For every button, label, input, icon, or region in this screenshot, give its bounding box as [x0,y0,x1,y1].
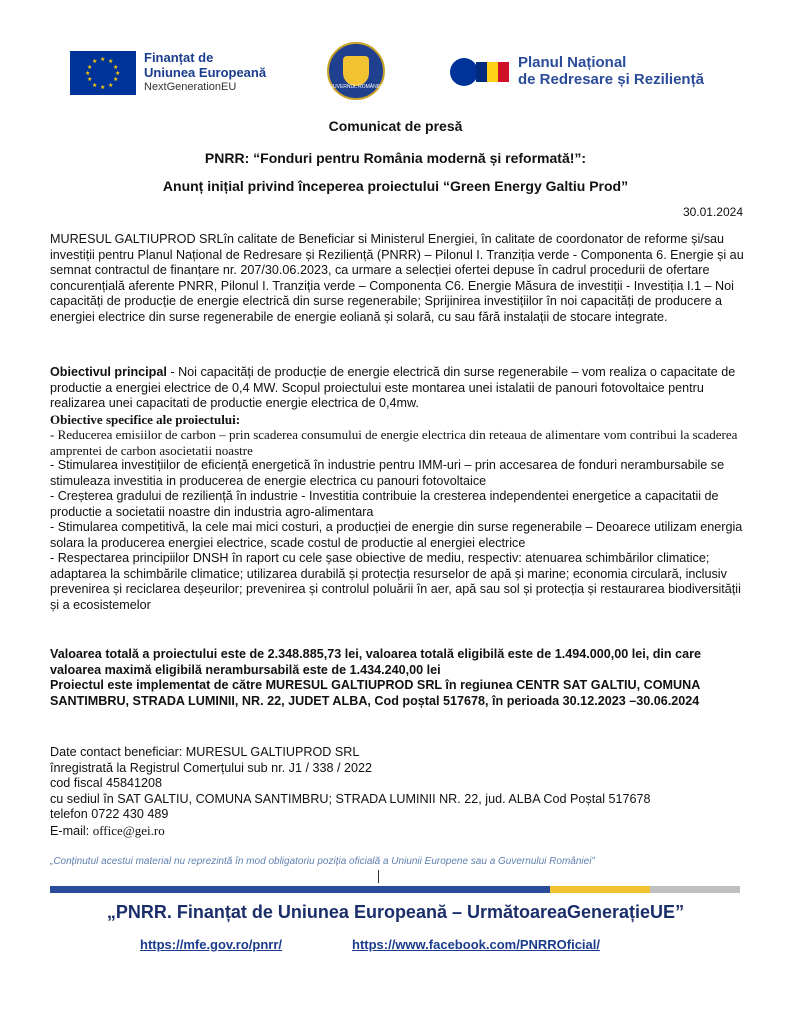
eu-line3: NextGenerationEU [144,81,237,93]
pnrr-mark-icon [450,54,512,88]
contact-line-2: înregistrată la Registrul Comerțului sub nr. J1 / 338 / 2022 [50,760,373,775]
intro-text: MURESUL GALTIUPROD SRLîn calitate de Beneficiar si Ministerul Energiei, în calitate de coordonator de reforme și/sau investiții pentru Planul Național de Redresare și Reziliență (PNRR) – Pilonul I. Tranziția verde - Componenta 6. Energie și au semnat contractul de finanțare nr. 207/30.06.2023, ca urmare a selecției ofertei depuse în cadrul procedurii de ofertare concurențială aferente PNRR, Pilonul I. Tranziția verde – Componenta C6. Energie Măsura de investiții - Investiția I.1 – Noi capacități de producție de energie electrică din surse regenerabile; Sprijinirea investițiilor în noi capacități de producere a energiei electrice din surse regenerabile de energie eoliană și solară, cu sau fără instalații de stocare integrate. [50,232,744,324]
contact-line-5: telefon 0722 430 489 [50,807,169,821]
project-announcement-title: Anunț inițial privind începerea proiectului “Green Energy Galtiu Prod” [162,178,629,194]
contact-line-4: cu sediul în SAT GALTIU, COMUNA SANTIMBRU; STRADA LUMINII NR. 22, jud. ALBA Cod Poștal 517678 [50,791,651,806]
specific-objective-2: - Stimularea investițiilor de eficiență energetică în industrie pentru IMM-uri – prin accesarea de fonduri nerambursabile se stimuleaza investitia in producerea de energie electrica cu panouri fotovoltaice [50,458,725,488]
main-objective-text: - Noi capacități de producție de energie electrică din surse regenerabile – vom realiza o capacitate de productie a energiei electrice de 0,4 MW. Scopul proiectului este montarea unei istalatii de panouri fotovoltaice pentru realizarea unei capacitati de productie energie electrica de 0,4mw. [50,365,736,410]
header [0,40,791,110]
release-date: 30.01.2024 [682,205,743,219]
mfe-link[interactable]: https://mfe.gov.ro/pnrr/ [140,937,283,952]
project-value-text: Valoarea totală a proiectului este de 2.348.885,73 lei, valoarea totală eligibilă este de 1.494.000,00 lei, din care valoarea maximă eligibilă nerambursabilă este de 1.434.240,00 lei [50,647,702,677]
eu-line2: Uniunea Europeană [144,65,267,80]
specific-objective-4: - Stimularea competitivă, la cele mai mici costuri, a producției de energie din surse regenerabile – Deoarece utilizam energia solara la producerea energiei electrice, scade costul de productie al energiei electrice [50,520,743,550]
contact-line-3: cod fiscal 45841208 [50,776,163,790]
specific-objectives-label: Obiective specifice ale proiectului: [50,411,241,427]
eu-logo [70,50,266,95]
press-release-title: Comunicat de presă [328,118,463,134]
objectives-section [50,365,750,613]
specific-objective-1: - Reducerea emisiilor de carbon – prin scaderea consumului de energie electrica din reteaua de alimentare vom contribui la scaderea amprentei de carbon asocietatii noastre [50,427,738,458]
pnrr-line1: Planul Național [518,54,627,71]
main-objective-label: Obiectivul principal [50,365,167,379]
project-implementation-text: Proiectul este implementat de către MURESUL GALTIUPROD SRL în regiunea CENTR SAT GALTIU, COMUNA SANTIMBRU, STRADA LUMINII, NR. 22, JUDET ALBA, Cod poștal 517678, în perioada 30.12.2023 –30.06.2024 [50,678,700,708]
email-address[interactable]: office@gei.ro [92,822,165,838]
email-label: E-mail: [50,823,93,838]
intro-paragraph [50,232,750,325]
facebook-link[interactable]: https://www.facebook.com/PNRROficial/ [352,937,600,952]
gov-seal-text: GUVERNUL ROMÂNIEI [329,84,383,90]
pnrr-subtitle: PNRR: “Fonduri pentru România modernă și reformată!”: [204,150,587,166]
contact-line-1: Date contact beneficiar: MURESUL GALTIUPROD SRL [50,745,360,759]
romanian-government-seal-icon [327,42,385,100]
eu-line1: Finanțat de [144,50,214,65]
contact-section [50,745,750,839]
pnrr-logo [450,54,704,88]
specific-objective-5: - Respectarea principiilor DNSH în raport cu cele șase obiective de mediu, respectiv: atenuarea schimbărilor climatice; adaptarea la schimbările climatice; utilizarea durabilă și protecția resurselor de apă și marine; economia circulară, inclusiv prevenirea și reciclarea deșeurilor; prevenirea și controlul poluării în aer, apă sau sol și protecția și restaurarea biodiversității și a ecosistemelor [50,551,741,612]
project-value-section [50,647,750,709]
disclaimer: „Conținutul acestui material nu reprezintă în mod obligatoriu poziția oficială a Uniunii Europene sau a Guvernului României” [50,856,595,867]
text-cursor [378,870,379,883]
pnrr-line2: de Redresare și Reziliență [518,71,704,88]
eu-flag-icon: ★ ★ ★ ★ ★ ★ ★ ★ ★ ★ ★ ★ [70,51,136,95]
specific-objective-3: - Creșterea gradului de reziliență în industrie - Investitia contribuie la cresterea independentei energetice a capacitatii de productie a societatii noastre din industria agro-alimentara [50,489,719,519]
footer-color-bar [50,886,740,893]
footer-title: „PNRR. Finanțat de Uniunea Europeană – UrmătoareaGenerațieUE” [106,902,685,922]
